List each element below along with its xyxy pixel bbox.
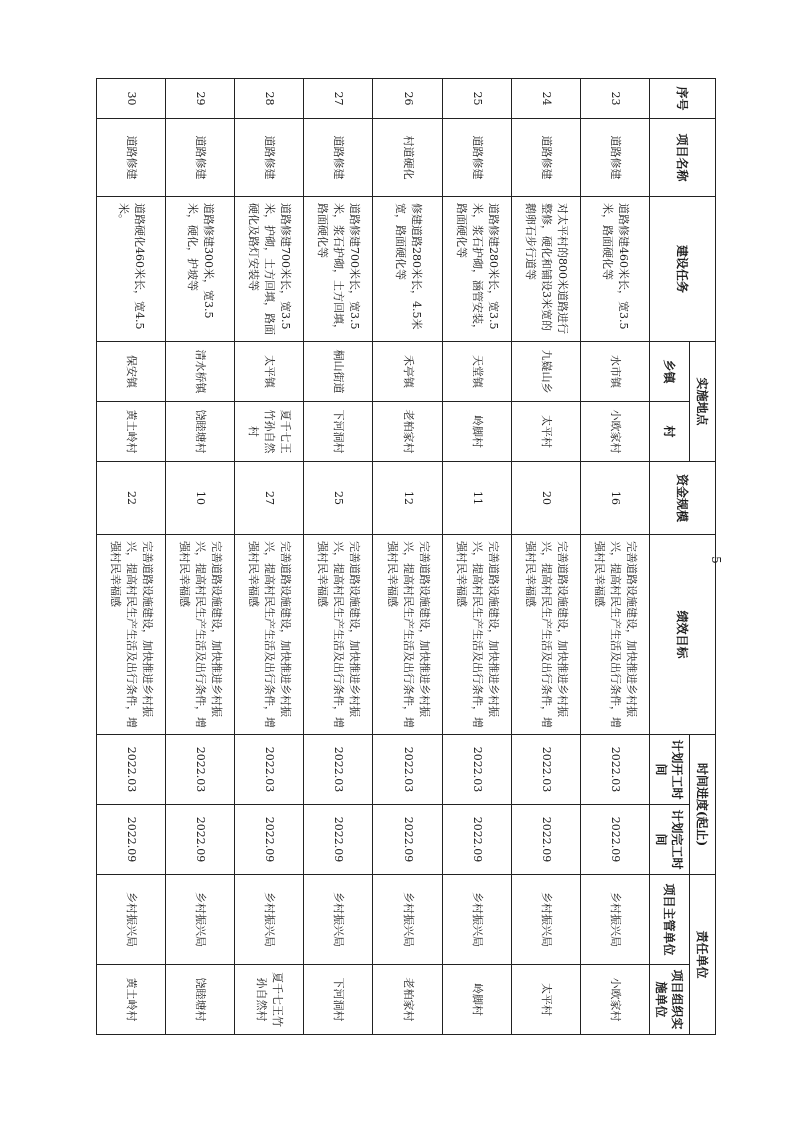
header-seq: 序号: [650, 79, 716, 119]
cell-funds: 22: [97, 462, 166, 535]
cell-task: 道路修建700米长，宽3.5米，浆石护砌，土方回填，路面硬化等: [304, 197, 373, 342]
cell-dept: 乡村振兴局: [97, 875, 166, 965]
cell-target: 完善道路设施建设，加快推进乡村振兴，提高村民生产生活及出行条件，增强村民幸福感: [373, 535, 442, 735]
page-number: 5: [708, 556, 723, 564]
cell-target: 完善道路设施建设，加快推进乡村振兴，提高村民生产生活及出行条件，增强村民幸福感: [97, 535, 166, 735]
table-row: [166, 79, 235, 1035]
header-name: 项目名称: [650, 119, 716, 197]
cell-funds: 20: [511, 462, 580, 535]
cell-task: 对太平村的800米道路进行整修，硬化和铺设3米宽的鹅卵石步行道等: [511, 197, 580, 342]
cell-dept: 乡村振兴局: [166, 875, 235, 965]
cell-start: 2022.03: [442, 735, 511, 805]
cell-town: 保安镇: [97, 342, 166, 402]
cell-village: 小欧家村: [580, 402, 649, 462]
project-table: [96, 78, 716, 1035]
table-row: [97, 79, 166, 1035]
cell-name: 道路修建: [580, 119, 649, 197]
cell-end: 2022.09: [580, 805, 649, 875]
cell-start: 2022.03: [166, 735, 235, 805]
cell-funds: 25: [304, 462, 373, 535]
cell-seq: 30: [97, 79, 166, 119]
cell-unit: 小欧家村: [580, 965, 649, 1035]
cell-seq: 26: [373, 79, 442, 119]
header-unit: 项目组织实施单位: [650, 965, 690, 1035]
cell-end: 2022.09: [373, 805, 442, 875]
cell-start: 2022.03: [235, 735, 304, 805]
cell-end: 2022.09: [97, 805, 166, 875]
cell-unit: 夏千七王竹孙自然村: [235, 965, 304, 1035]
cell-dept: 乡村振兴局: [235, 875, 304, 965]
cell-dept: 乡村振兴局: [511, 875, 580, 965]
cell-start: 2022.03: [97, 735, 166, 805]
cell-unit: 下河洞村: [304, 965, 373, 1035]
cell-town: 清水桥镇: [166, 342, 235, 402]
cell-town: 九嶷山乡: [511, 342, 580, 402]
cell-end: 2022.09: [442, 805, 511, 875]
header-funds: 资金规模: [650, 462, 716, 535]
cell-funds: 16: [580, 462, 649, 535]
cell-end: 2022.09: [511, 805, 580, 875]
cell-dept: 乡村振兴局: [442, 875, 511, 965]
cell-name: 道路修建: [166, 119, 235, 197]
cell-name: 道路修建: [235, 119, 304, 197]
cell-unit: 饶睦塘村: [166, 965, 235, 1035]
cell-end: 2022.09: [235, 805, 304, 875]
rotated-table-container: [96, 78, 716, 1034]
cell-funds: 12: [373, 462, 442, 535]
cell-start: 2022.03: [373, 735, 442, 805]
table-row: [304, 79, 373, 1035]
cell-dept: 乡村振兴局: [580, 875, 649, 965]
cell-seq: 25: [442, 79, 511, 119]
cell-task: 道路修建300米，宽3.5米，硬化，护坡等: [166, 197, 235, 342]
header-task: 建设任务: [650, 197, 716, 342]
header-village: 村: [650, 402, 690, 462]
cell-village: 夏千七王竹孙自然村: [235, 402, 304, 462]
cell-name: 道路修建: [442, 119, 511, 197]
cell-unit: 太平村: [511, 965, 580, 1035]
cell-start: 2022.03: [304, 735, 373, 805]
cell-name: 道路修建: [511, 119, 580, 197]
cell-end: 2022.09: [166, 805, 235, 875]
cell-task: 道路修建460米长，宽3.5米，路面硬化等: [580, 197, 649, 342]
cell-seq: 28: [235, 79, 304, 119]
cell-name: 村道硬化: [373, 119, 442, 197]
cell-task: 道路修建280米长，宽3.5米，浆石护砌，涵管安装，路面硬化等: [442, 197, 511, 342]
cell-town: 桐山街道: [304, 342, 373, 402]
table-row: [580, 79, 649, 1035]
cell-target: 完善道路设施建设，加快推进乡村振兴，提高村民生产生活及出行条件，增强村民幸福感: [235, 535, 304, 735]
cell-town: 禾亭镇: [373, 342, 442, 402]
cell-target: 完善道路设施建设，加快推进乡村振兴，提高村民生产生活及出行条件，增强村民幸福感: [304, 535, 373, 735]
cell-start: 2022.03: [580, 735, 649, 805]
header-start: 计划开工时间: [650, 735, 690, 805]
cell-village: 饶睦塘村: [166, 402, 235, 462]
cell-village: 太平村: [511, 402, 580, 462]
cell-name: 道路修建: [304, 119, 373, 197]
header-location: 实施地点: [690, 342, 716, 462]
cell-funds: 10: [166, 462, 235, 535]
cell-dept: 乡村振兴局: [373, 875, 442, 965]
cell-funds: 11: [442, 462, 511, 535]
cell-town: 太平镇: [235, 342, 304, 402]
cell-seq: 23: [580, 79, 649, 119]
cell-target: 完善道路设施建设，加快推进乡村振兴，提高村民生产生活及出行条件，增强村民幸福感: [580, 535, 649, 735]
cell-dept: 乡村振兴局: [304, 875, 373, 965]
cell-seq: 24: [511, 79, 580, 119]
cell-task: 修建道路280米长，4.5米宽，路面硬化等: [373, 197, 442, 342]
cell-name: 道路修建: [97, 119, 166, 197]
cell-town: 天堂镇: [442, 342, 511, 402]
table-row: [511, 79, 580, 1035]
cell-seq: 29: [166, 79, 235, 119]
cell-seq: 27: [304, 79, 373, 119]
cell-village: 岭脚村: [442, 402, 511, 462]
cell-village: 老柏家村: [373, 402, 442, 462]
cell-target: 完善道路设施建设，加快推进乡村振兴，提高村民生产生活及出行条件，增强村民幸福感: [511, 535, 580, 735]
header-responsible: 责任单位: [690, 875, 716, 1035]
cell-unit: 老柏家村: [373, 965, 442, 1035]
table-row: [373, 79, 442, 1035]
cell-end: 2022.09: [304, 805, 373, 875]
table-row: [442, 79, 511, 1035]
cell-task: 道路硬化460米长，宽4.5米。: [97, 197, 166, 342]
cell-funds: 27: [235, 462, 304, 535]
cell-village: 黄土岭村: [97, 402, 166, 462]
cell-target: 完善道路设施建设，加快推进乡村振兴，提高村民生产生活及出行条件，增强村民幸福感: [442, 535, 511, 735]
cell-town: 水市镇: [580, 342, 649, 402]
header-dept: 项目主管单位: [650, 875, 690, 965]
header-town: 乡镇: [650, 342, 690, 402]
cell-unit: 岭脚村: [442, 965, 511, 1035]
cell-unit: 黄土岭村: [97, 965, 166, 1035]
table-row: [235, 79, 304, 1035]
header-target: 绩效目标: [650, 535, 716, 735]
header-schedule: 时间进度(起止): [690, 735, 716, 875]
cell-village: 下河洞村: [304, 402, 373, 462]
cell-target: 完善道路设施建设，加快推进乡村振兴，提高村民生产生活及出行条件，增强村民幸福感: [166, 535, 235, 735]
header-end: 计划完工时间: [650, 805, 690, 875]
cell-start: 2022.03: [511, 735, 580, 805]
cell-task: 道路修建700米长，宽3.5米，护砌，土方回填，路面硬化及路灯安装等: [235, 197, 304, 342]
